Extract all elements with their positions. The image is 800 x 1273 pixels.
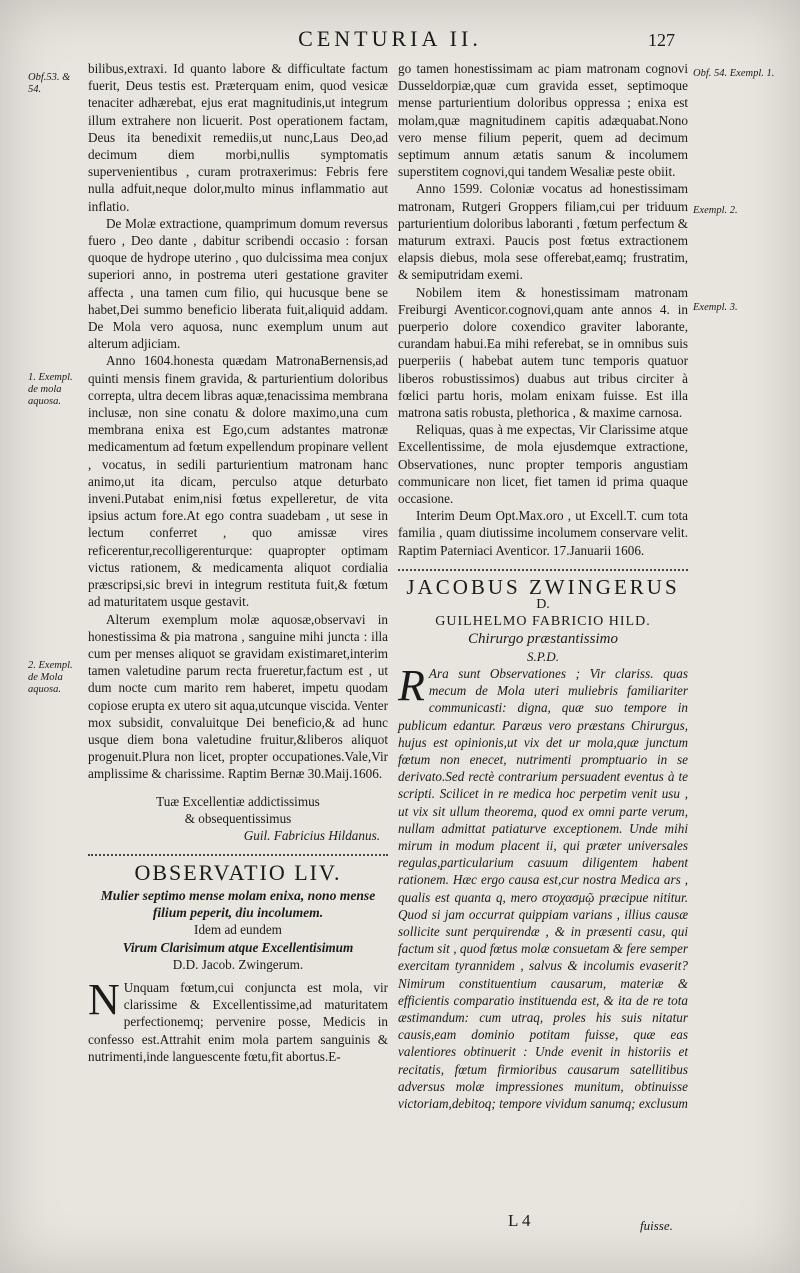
paragraph: Alterum exemplum molæ aquosæ,observavi in honestissima & pia matrona , sanguine mihi juncta : illa cum per menses aliquot se gravidam existimaret,interim tamen valetudine parum recta frueretur,factum est , ut dum nocte cum marito rem haberet, impetu quodam copiose erupta ex utero sit aqua,utcunque viscida. Venter mox subsidit, convaluitque Dei beneficio,& ad hunc usque diem bona valetudine fruitur,&liberos aliquot progenuit.Plura non licet, propter occupationes.Vale,Vir amplissime & charissime. Raptim Bernæ 30.Maij.1606. — [88, 611, 388, 782]
divider — [88, 854, 388, 856]
divider — [398, 569, 688, 571]
margin-note-exempl-1: 1. Exempl. de mola aquosa. — [28, 372, 73, 407]
margin-note-obs: Obf.53. & 54. — [28, 72, 71, 95]
paragraph: Anno 1604.honesta quædam MatronaBernensis,ad quinti mensis finem gravida, & parturientium doloribus correpta, ultra decem libras aquæ,tenacissima membrana inclusæ, non sine conatu & dolore maximo,una cum membrana enixa est Ego,cum adstantes matronæ medicamentum ad fœtum expellendum propinare vellent , vocatus, in sedili parturientium matronam hanc animo,ut ita dicam, perculso atque deturbato inveni.Putabat enim,nisi fœtus expelleretur, de vita ipsius actum fore.At ego contra suadebam , ut sese in lectum conferret , quo amissæ vires reficerentur,recolligerenturque: quapropter optimam victus rationem, & medicamenta aliquot cordialia præscripsi,sic brevi in integrum restituta fuit,& fœtum ad maturitatem usque gestavit. — [88, 353, 388, 610]
margin-note-exempl-3-right: Exempl. 3. — [693, 302, 738, 313]
signature-block — [88, 793, 388, 845]
page-number: 127 — [648, 30, 675, 50]
letter-recipient: GUILHELMO FABRICIO HILD. — [435, 614, 651, 630]
running-title: CENTURIA II. — [298, 26, 482, 51]
signature-mark: L 4 — [508, 1211, 531, 1230]
paragraph: Anno 1599. Coloniæ vocatus ad honestissimam matronam, Rutgeri Groppers filiam,cui per triduum parturientium doloribus laboranti , fœtum perfectum & maturum extraxi. Paucis post fœtus extractionem elapsis diebus, mola sese offerebat,eamq; frustratim, & semiputridam exemi. — [398, 181, 688, 283]
margin-note-exempl-2: 2. Exempl. de Mola aquosa. — [28, 660, 73, 695]
observation-subtitle: Mulier septimo mense molam enixa, nono mense filium peperit, diu incolumem. — [100, 888, 376, 921]
letter-d: D. — [536, 597, 550, 613]
observation-title: OBSERVATIO LIV. — [134, 860, 342, 886]
margin-note-obs-right: Obf. 54. Exempl. 1. — [693, 68, 775, 79]
paragraph: Reliquas, quas à me expectas, Vir Clarissime atque Excellentissime, de mola ejusdemque extractione, Observationes, nunc propter temporis angustiam communicare non licet, fiet tamen id prima quaque occasione. — [398, 422, 688, 507]
signature-line: & obsequentissimus — [184, 810, 292, 826]
paragraph: bilibus,extraxi. Id quanto labore & difficultate factum fuerit, Deus testis est. Præterquam enim, quod vesicæ tenaciter adhærebat, ejus erat magnitudinis,ut integrum illum extrahere non licuerit. Post operationem factam, Deus ita benedixit remediis,ut nunc,Laus Deo,ad decimum diem morbi,nullis symptomatis supervenientibus , curam protraxerimus: Febris fere nulla adfuit,neque dolor,multo minus inflammatio aut inflatio. — [88, 61, 388, 214]
paragraph: Interim Deum Opt.Max.oro , ut Excell.T. cum tota familia , quam diutissime incolumem conservare velit. Raptim Paterniaci Aventicor. 17.Januarii 1606. — [398, 508, 688, 558]
letter-salutation: S.P.D. — [527, 648, 559, 664]
paragraph: R Ara sunt Observationes ; Vir clariss. quas mecum de Mola uteri muliebris familiariter communicasti: digna, quæ suo tempore in publicum edantur. Paræus vero præstans Chirurgus, hujus est opinionis,ut vix det ur mola,quæ junctum fœtum non enecet, nutrimenti promptuario in se derivato.Sed rectè contrarium persuadent eventus à te scripti. Scilicet in re medica hoc perpetim venit usu , ut vix sit ullum theorema, quod ex omni parte verum, nullam admittat patiaturve exceptionem. Unde mihi mirum in modum placent ii, qui præter universales regulas,particularium casuum diligentem habent rationem. Hæc ergo causa est,cur nostra Medica ars , qualis est quanta q, mero στοχασμῷ præcipue nititur. Quod si jam occurrat quippiam varians , illius causæ sollicite sunt perquirendæ , & in præsenti casu, qui factum sit , quod fœtus molæ consuetam & fere semper exercitam tyrannidem , salvus & incolumis evaserit? Nimirum constituentium causarum, materiæ & efficientis comparatio instituenda est, & ita de re tota æstimandum: cum utraq, proles his suis nitatur causis,eam dominio potitam fuisse, quæ eas valentiores obtinuerit : Unde evenit in historiis et recitatis, fœtum firmioribus causarum satellitibus adversus molæ impressiones munitum, obtinuisse victoriam,debitoq; tempore vividum sanumq; exclusum — [398, 660, 688, 1111]
catchword: fuisse. — [640, 1218, 673, 1233]
paragraph: De Molæ extractione, quamprimum domum reversus fuero , Deo dante , dabitur scribendi occasio : forsan quoque de hydrope uterino , quo dulcissima mea conjux superiori anno, in postrema uteri gestatione graviter affecta , una tamen cum filio, qui hucusque bene se habet,Dei summo beneficio liberata fuit,aliquid addam. De Mola vero aquosa, nunc exemplum unum aut alterum adjiciam. — [88, 215, 388, 352]
paragraph: go tamen honestissimam ac piam matronam cognovi Dusseldorpiæ,quæ cum gravida esset, septimoque mense parturientium doloribus oppressa ; enixa est molam,quæ magnitudinem capitis adæquabat.Nono vero mense filium peperit, quem ad decimum septimum annum ætatis sanum & incolumem superstitem cognovi,qui tandem Wesaliæ peste obiit. — [398, 61, 688, 180]
signature-name: Guil. Fabricius Hildanus. — [243, 827, 380, 843]
addressee-name: D.D. Jacob. Zwingerum. — [172, 956, 304, 972]
left-column — [88, 60, 388, 1065]
right-column — [398, 60, 688, 1112]
margin-note-exempl-2-right: Exempl. 2. — [693, 205, 738, 216]
addressee-line: Virum Clarisimum atque Excellentisimum — [122, 939, 354, 955]
letter-author: JACOBUS ZWINGERUS — [406, 574, 680, 599]
addressee-line: Idem ad eundem — [194, 922, 282, 938]
drop-cap: R — [398, 660, 425, 710]
drop-cap: N — [88, 974, 120, 1024]
paragraph: Nobilem item & honestissimam matronam Freiburgi Aventicor.cognovi,quam ante annos 4. in puerperio dolore coxendico graviter laborante, curandam habui.Ea mihi referebat, se in omnibus suis puerperiis ( habebat autem tunc temporis quatuor liberos robustissimos) duabus aut tribus circiter à fœlici partu horis, molam enixam fuisse. Est illa matrona satis robusta, plethorica , & maxime carnosa. — [398, 284, 688, 421]
paragraph: N Unquam fœtum,cui conjuncta est mola, vir clarissime & Excellentissime,ad maturitatem perfectionemq; pervenire posse, Medicis in confesso est.Attrahit enim mola partem sanguinis & nutrimenti,inde languescente fœtu,fit abortus.E- — [88, 974, 388, 1064]
letter-recipient-title: Chirurgo præstantissimo — [468, 630, 618, 647]
signature-line: Tuæ Excellentiæ addictissimus — [156, 793, 320, 809]
